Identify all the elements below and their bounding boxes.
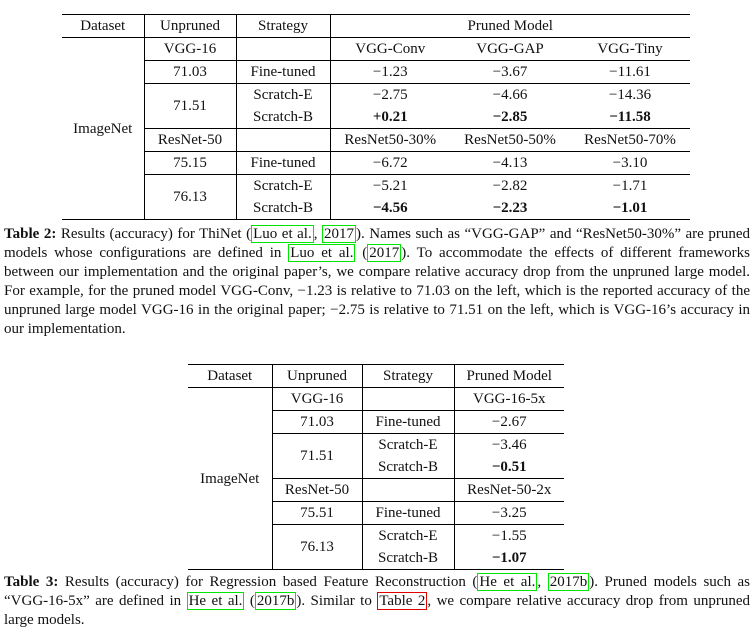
citation-link[interactable]: Luo et al. xyxy=(290,245,354,261)
caption-text: ( xyxy=(355,245,368,261)
bold-value: −1.01 xyxy=(612,200,648,216)
bold-value: −0.51 xyxy=(491,459,527,475)
caption-text: ). Names such as “VGG-GAP” and “ResNet50-30%” are pruned models whose configurations are defined in xyxy=(4,226,751,261)
citation-link[interactable]: He et al. xyxy=(188,593,243,609)
caption-label: Table 3: xyxy=(4,574,59,590)
citation-year-link[interactable]: 2017b xyxy=(549,574,588,590)
unpruned-value: 71.03 xyxy=(144,61,236,84)
result-value: −2.75 xyxy=(330,84,450,107)
strategy-label: Scratch-E xyxy=(362,525,454,548)
unpruned-value: 76.13 xyxy=(272,525,362,570)
strategy-label: Scratch-B xyxy=(362,456,454,479)
col-header: VGG-Tiny xyxy=(597,41,663,57)
unpruned-value: 76.13 xyxy=(144,175,236,220)
result-value: −11.61 xyxy=(570,61,690,84)
citation-year-link[interactable]: 2017 xyxy=(324,226,355,242)
result-value: −1.71 xyxy=(570,175,690,198)
result-value: −3.10 xyxy=(570,152,690,175)
model-name: VGG-16 xyxy=(144,38,236,61)
col-header: ResNet-50-2x xyxy=(454,479,564,502)
caption-text: , we compare relative accuracy drop from unpruned large models. xyxy=(4,593,751,628)
table-2 xyxy=(62,14,690,220)
col-header: ResNet50-50% xyxy=(450,129,570,152)
result-value xyxy=(570,106,690,129)
caption-text: , xyxy=(537,574,548,590)
table-reference-link[interactable]: Table 2 xyxy=(379,593,426,609)
unpruned-value: 71.51 xyxy=(144,84,236,129)
unpruned-value: 71.51 xyxy=(272,434,362,479)
result-value: −2.67 xyxy=(454,411,564,434)
result-value xyxy=(330,106,450,129)
result-value: −3.67 xyxy=(450,61,570,84)
dataset-cell: ImageNet xyxy=(188,388,272,570)
result-value: −4.66 xyxy=(450,84,570,107)
col-header: VGG-16-5x xyxy=(473,391,546,407)
table-2-caption xyxy=(4,225,750,339)
strategy-label: Scratch-E xyxy=(362,434,454,457)
header-pruned-model: Pruned Model xyxy=(330,15,690,38)
caption-text: Results (accuracy) for Regression based Feature Reconstruction ( xyxy=(58,574,478,590)
result-value: −5.21 xyxy=(330,175,450,198)
result-value: −3.46 xyxy=(454,434,564,457)
result-value: −4.13 xyxy=(450,152,570,175)
caption-text: , xyxy=(313,226,323,242)
caption-text: ). Pruned models such as “VGG-16-5x” are defined in xyxy=(4,574,751,609)
result-value xyxy=(330,197,450,220)
unpruned-value: 75.15 xyxy=(144,152,236,175)
bold-value: −1.07 xyxy=(491,550,527,566)
citation-year-link[interactable]: 2017b xyxy=(256,593,295,609)
result-value: −14.36 xyxy=(570,84,690,107)
result-value xyxy=(450,106,570,129)
bold-value: −11.58 xyxy=(609,109,651,125)
strategy-label: Scratch-E xyxy=(236,175,330,198)
caption-text: ). Similar to xyxy=(296,593,378,609)
result-value: −1.55 xyxy=(454,525,564,548)
header-dataset: Dataset xyxy=(62,15,144,38)
result-value xyxy=(454,547,564,570)
citation-year-link[interactable]: 2017 xyxy=(369,245,400,261)
header-dataset: Dataset xyxy=(188,365,272,388)
result-value: −1.23 xyxy=(330,61,450,84)
header-pruned-model: Pruned Model xyxy=(454,365,564,388)
col-header: ResNet50-70% xyxy=(570,129,690,152)
strategy-label: Scratch-B xyxy=(362,547,454,570)
result-value: −2.82 xyxy=(450,175,570,198)
bold-value: −4.56 xyxy=(372,200,408,216)
strategy-label: Fine-tuned xyxy=(236,61,330,84)
table-3 xyxy=(188,364,564,570)
strategy-label: Fine-tuned xyxy=(362,411,454,434)
col-header: ResNet50-30% xyxy=(330,129,450,152)
table-3-caption xyxy=(4,573,750,630)
result-value xyxy=(454,456,564,479)
header-unpruned: Unpruned xyxy=(144,15,236,38)
result-value xyxy=(450,197,570,220)
strategy-label: Scratch-B xyxy=(236,106,330,129)
unpruned-value: 75.51 xyxy=(272,502,362,525)
result-value xyxy=(570,197,690,220)
model-name: ResNet-50 xyxy=(272,479,362,502)
caption-label: Table 2: xyxy=(4,226,57,242)
header-strategy: Strategy xyxy=(236,15,330,38)
citation-link[interactable]: He et al. xyxy=(479,574,536,590)
caption-text: Results (accuracy) for ThiNet ( xyxy=(56,226,252,242)
bold-value: −2.23 xyxy=(492,200,528,216)
result-value: −3.25 xyxy=(454,502,564,525)
model-name: ResNet-50 xyxy=(144,129,236,152)
dataset-cell: ImageNet xyxy=(62,38,144,220)
strategy-label: Fine-tuned xyxy=(362,502,454,525)
col-header: VGG-Conv xyxy=(355,41,426,57)
strategy-label: Scratch-B xyxy=(236,197,330,220)
model-name: VGG-16 xyxy=(272,388,362,411)
bold-value: −2.85 xyxy=(492,109,528,125)
unpruned-value: 71.03 xyxy=(272,411,362,434)
result-value: −6.72 xyxy=(330,152,450,175)
strategy-label: Scratch-E xyxy=(236,84,330,107)
header-unpruned: Unpruned xyxy=(272,365,362,388)
citation-link[interactable]: Luo et al. xyxy=(253,226,312,242)
col-header: VGG-GAP xyxy=(476,41,544,57)
header-strategy: Strategy xyxy=(362,365,454,388)
bold-value: +0.21 xyxy=(372,109,408,125)
caption-text: ). To accommodate the effects of different frameworks between our implementation and the original paper’s, we compare relative accuracy drop from the unpruned large model. For example, for the pruned model VGG-Conv, −1.23 is relative to 71.03 on the left, which is the reported accuracy of the unpruned large model VGG-16 in the original paper; −2.75 is relative to 71.51 on the left, which is VGG-16’s accuracy in our implementation. xyxy=(4,245,750,337)
strategy-label: Fine-tuned xyxy=(236,152,330,175)
caption-text: ( xyxy=(244,593,255,609)
